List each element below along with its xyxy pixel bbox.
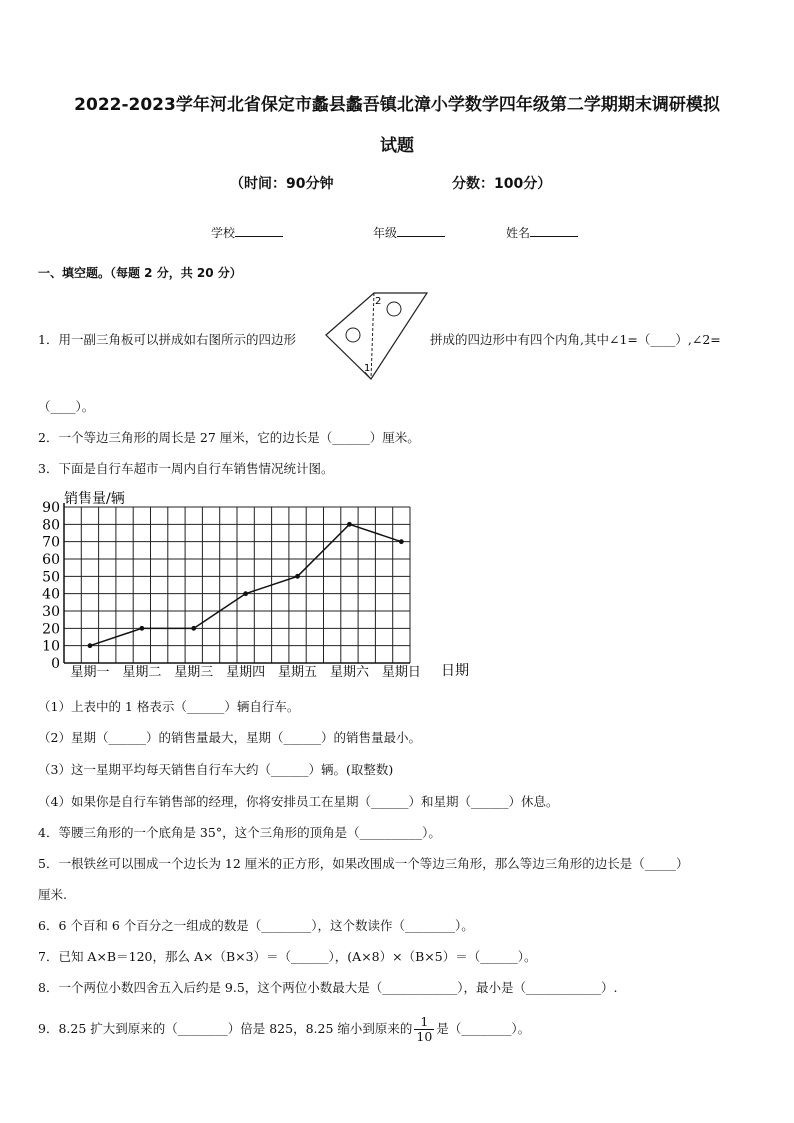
x-tick-label: 星期三 [174, 665, 214, 680]
data-point [243, 591, 248, 596]
chart-y-axis-label: 销售量/辆 [64, 491, 125, 507]
question-1-text-end: （____）。 [38, 399, 95, 414]
x-tick-label: 星期二 [122, 665, 162, 680]
x-tick-label: 星期四 [226, 665, 266, 680]
exam-score: 分数：100分） [452, 176, 552, 192]
sales-series-points [88, 522, 404, 648]
question-3-sub-3: （3）这一星期平均每天销售自行车大约（______）辆。(取整数) [38, 762, 394, 777]
chart-x-ticks [70, 665, 420, 680]
chart-x-axis-label: 日期 [441, 663, 469, 679]
question-3-sub-1: （1）上表中的 1 格表示（______）辆自行车。 [38, 699, 300, 714]
y-tick-label: 0 [51, 656, 60, 672]
name-field [506, 224, 578, 241]
grade-field [373, 224, 445, 241]
y-tick-label: 20 [42, 621, 60, 638]
angle-2-label: 2 [375, 296, 382, 307]
y-tick-label: 60 [42, 552, 60, 568]
y-tick-label: 70 [42, 534, 60, 551]
question-1-text-cont: 拼成的四边形中有四个内角,其中∠1=（____）,∠2= [430, 332, 721, 347]
x-tick-label: 星期六 [329, 665, 369, 680]
section-heading: 一、填空题。（每题 2 分，共 20 分） [38, 266, 242, 280]
question-3: 3．下面是自行车超市一周内自行车销售情况统计图。 [38, 461, 334, 476]
data-point [139, 626, 144, 631]
question-9 [38, 1015, 530, 1044]
quadrilateral-figure [324, 288, 432, 384]
question-1-text: 1．用一副三角板可以拼成如右图所示的四边形 [38, 332, 296, 347]
exam-time: （时间：90分钟 [230, 176, 334, 192]
data-point [295, 574, 300, 579]
question-3-sub-2: （2）星期（______）的销售量最大，星期（______）的销售量最小。 [38, 730, 421, 745]
fraction-denominator: 10 [416, 1029, 433, 1044]
question-5-line1: 5．一根铁丝可以围成一个边长为 12 厘米的正方形，如果改围成一个等边三角形，那么等边三角形的边长是（_____） [38, 856, 689, 871]
data-point [399, 539, 404, 544]
grade-blank[interactable] [397, 224, 445, 237]
dashed-diagonal [371, 293, 374, 379]
angle-1-label: 1 [364, 363, 371, 374]
x-tick-label: 星期一 [70, 665, 110, 680]
fraction-numerator: 1 [414, 1015, 434, 1030]
data-point [191, 626, 196, 631]
sales-series-line [90, 524, 401, 645]
question-5-line2: 厘米. [38, 887, 67, 902]
data-point [88, 643, 93, 648]
grade-label: 年级 [373, 226, 398, 240]
data-point [347, 522, 352, 527]
name-blank[interactable] [530, 224, 578, 237]
y-tick-label: 50 [42, 569, 60, 586]
question-8: 8．一个两位小数四舍五入后约是 9.5，这个两位小数最大是（____________），最小是（____________）. [38, 980, 618, 995]
x-tick-label: 星期日 [381, 665, 421, 680]
school-blank[interactable] [235, 224, 283, 237]
question-6: 6．6 个百和 6 个百分之一组成的数是（________），这个数读作（________）。 [38, 918, 474, 933]
y-tick-label: 40 [42, 586, 60, 603]
x-tick-label: 星期五 [278, 665, 318, 680]
question-2: 2．一个等边三角形的周长是 27 厘米，它的边长是（______）厘米。 [38, 430, 420, 445]
right-circle [387, 302, 401, 316]
chart-grid [64, 507, 410, 663]
school-field [211, 224, 283, 241]
question-7: 7．已知 A×B＝120，那么 A×（B×3）＝（______），(A×8）×（B×5）＝（______）。 [38, 949, 537, 964]
question-9-part2: 是（________）。 [436, 1021, 531, 1036]
y-tick-label: 90 [42, 500, 60, 516]
question-3-sub-4: （4）如果你是自行车销售部的经理，你将安排员工在星期（______）和星期（______）休息。 [38, 794, 559, 809]
y-tick-label: 30 [42, 604, 60, 620]
y-tick-label: 10 [42, 638, 60, 655]
question-9-part1: 9．8.25 扩大到原来的（________）倍是 825，8.25 缩小到原来的 [38, 1021, 413, 1036]
fraction [414, 1015, 434, 1044]
chart-y-ticks [42, 500, 60, 672]
sales-line-chart [30, 486, 480, 686]
page-title: 2022-2023学年河北省保定市蠡县蠡吾镇北漳小学数学四年级第二学期期末调研模拟 [74, 95, 720, 115]
question-4: 4．等腰三角形的一个底角是 35°，这个三角形的顶角是（__________）。 [38, 825, 441, 840]
left-circle [346, 328, 360, 342]
school-label: 学校 [211, 226, 236, 240]
y-tick-label: 80 [42, 517, 60, 534]
page-title-line2: 试题 [380, 136, 414, 156]
name-label: 姓名 [506, 226, 531, 240]
